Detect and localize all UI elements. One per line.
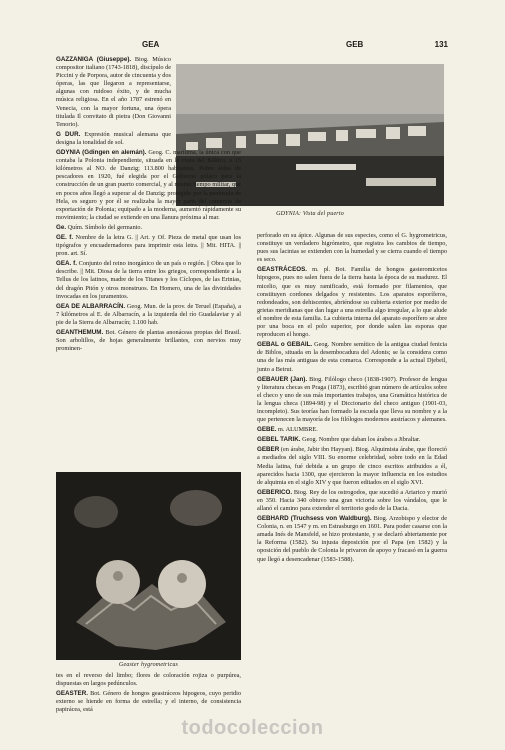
entry-headword: GEBHARD (Truchsess von Waldburg).: [257, 515, 372, 523]
entry-ge-quim: [56, 224, 241, 232]
entry-headword: GEBEL TARIK.: [257, 436, 301, 444]
watermark: [0, 716, 505, 740]
entry-text: Biog. Arzobispo y elector de Colonia, n. en 1547 y m. en Estrasburgo en 1601. Para poder casarse con la amada Inés de Mansfeld, se hizo protestante, y se declaró abiertamente por la Reforma (1582). Su injusta deposición por el Papa (en 1582) y la oposición del pueblo de Colonia le privaron de apoyo y fracasó en la guerra que llegó a desencadenar (1583-1588).: [257, 515, 448, 563]
entry-text: Quím. Símbolo del germanio.: [67, 223, 143, 231]
entry-gdynia: [56, 149, 241, 222]
geaster-photo: [56, 472, 241, 660]
entry-headword: GEBAUER (Jan).: [257, 375, 308, 383]
entry-geberico: [257, 489, 447, 513]
entry-headword: GEASTER.: [56, 690, 88, 698]
left-column: [56, 56, 241, 355]
entry-gazzaniga: [56, 56, 171, 129]
entry-headword: GEBER: [257, 446, 280, 454]
entry-text: Geog. Mun. de la prov. de Teruel (España), a 7 kilómetros al E. de Albarracín, a la izquierda del río Guadalaviar y al pie de la Sierra de Albarracín; 1.100 hab.: [56, 302, 242, 326]
entry-text: Nombre de la letra G. || Art. y Of. Pieza de metal que usan los tipógrafos y encuadernadores para imprimir esta letra. || Mit. HITA. || pron. art. Sí.: [56, 233, 241, 258]
entry-text: Bot. Género de plantas anonáceas propias del Brasil. Son arbolillos, de hojas generalmente brillantes, con nervios muy prominen-: [56, 329, 241, 353]
entry-headword: G DUR.: [56, 130, 81, 138]
entry-geanthemum-continued: [56, 672, 241, 688]
header-center: GEB: [346, 40, 364, 49]
entry-text: (en árabe, Jabir ibn Hayyan). Biog. Alquimista árabe, que floreció a mediados del siglo VIII. Su enorme celebridad, sobre todo en la Edad Media latina, fué debida a un grupo de cinco escritos atribuidos a él, aparecidos hacia 1300, que ejercieron la mayor influencia en los estudios de alquimia en el siglo XIV y que fueron editados en el siglo XVI.: [257, 446, 447, 486]
entry-gebauer: [257, 376, 447, 425]
entry-headword: GEA DE ALBARRACÍN.: [56, 302, 126, 310]
entry-headword: GEANTHEMUM.: [56, 329, 104, 336]
page-number: 131: [434, 40, 448, 49]
entry-gebel-tarik: [257, 436, 447, 444]
entry-text: tes en el reverso del limbo; flores de coloración rojiza o purpúrea, dispuestas en largos pedúnculos.: [56, 672, 241, 688]
entry-headword: GEBE.: [257, 426, 277, 434]
entry-geaster-continued: [257, 232, 447, 264]
entry-geber: [257, 446, 447, 486]
entry-gea-albarracin: [56, 303, 241, 327]
entry-text: perforado en su ápice. Algunas de sus especies, como el G. hygrometricus, constituye un verdadero higrómetro, que registra los cambios de tiempo, pues sus lacinias se extienden con la humedad y se cierra cuando el tiempo es seco.: [257, 232, 447, 264]
entry-headword: GE. f.: [56, 233, 74, 241]
entry-text: Conjunto del reino inorgánico de un país o región. || Obra que lo describe. || Mit. Diosa de la tierra entre los griegos, correspondiente a la Tellus de los latinos, madre de los Titanes y los Cíclopes, de las Erinias, del dragón Pitón y otros monstruos. En Homero, una de las divinidades invocadas en los juramentos.: [56, 260, 241, 300]
entry-gebe: [257, 426, 447, 434]
entry-g-dur: [56, 131, 171, 147]
entry-gebal: [257, 341, 447, 373]
entry-geanthemum: [56, 329, 241, 353]
left-column-bottom: [56, 672, 241, 716]
entry-headword: GEASTRÁCEOS.: [257, 266, 308, 274]
entry-geaster: [56, 690, 241, 714]
page-header: [56, 40, 448, 52]
entry-text: m. pl. Bot. Familia de hongos gasteromicetos hipogeos, pues no salen fuera de la tierra hasta la época de su madurez. El micelio, que es muy ramificado, está formado por filamentos, que constituyen cordones delgados y resistentes. Los aparatos esporíferos, redondeados, son dehiscentes, abriéndose su cubierta exterior por medio de grietas meridianas que dan lugar a una estrella algo irregular, a lo que alude el nombre de esta familia. La cubierta interna del aparato esporífero se abre por una boca en el polo superior, por donde salen las esporas que reproducen el hongo.: [257, 266, 448, 339]
geaster-caption: Geaster hygrometricus: [118, 662, 179, 668]
entry-headword: GEA. f.: [56, 260, 77, 268]
entry-headword: GEBAL o GEBAIL.: [257, 341, 313, 349]
right-column: [257, 232, 447, 566]
entry-text: Biog. Músico compositor italiano (1743-1818), discípulo de Piccini y de Porpora, autor de cincuenta y dos óperas, las que llegaron a representarse, algunas con ruidoso éxito, y de mucha música religiosa. En el año 1787 estrenó en Venecia, con la mayor fortuna, una ópera titulada Il convitato di pietra (Don Giovanni Tenorio).: [56, 56, 171, 128]
entry-gea: [56, 260, 241, 300]
port-caption: GDYNIA: Vista del puerto: [276, 211, 344, 217]
entry-text: Bot. Género de hongos geastráceos hipogeos, cuyo peridio externo se hiende en forma de estrella; y el interno, de consistencia papirácea, está: [56, 690, 242, 714]
entry-text: Expresión musical alemana que designa la tonalidad de sol.: [56, 130, 172, 146]
entry-text: m. ALUMBRE.: [278, 426, 318, 434]
entry-headword: GAZZANIGA (Giuseppe).: [56, 56, 132, 63]
watermark-text: todocoleccion: [181, 716, 324, 739]
entry-text: Biog. Rey de los ostrogodos, que sucedió a Ariarico y murió en 350. Hacia 340 obtuvo una gran victoria sobre los vándalos, que le allanó el camino para extender el territorio godo de la Dacia.: [257, 488, 447, 512]
entry-headword: GEBERICO.: [257, 488, 293, 496]
entry-ge-letra: [56, 234, 241, 258]
entry-text: Geog. Nombre que daban los árabes a Jibraltar.: [302, 436, 421, 444]
entry-text: Biog. Filólogo checo (1838-1907). Profesor de lengua y literatura checas en Praga (1873), escribió gran número de artículos sobre el checo y uno de sus más importantes trabajos, una Gramática histórica de la lengua checa (1894-98) y el Diccionario del checo antiguo (1901-03, incompleto). Sus teorías han formado la escuela que lleva su nombre y a la que pertenecen la mayoría de los filólogos modernos austríacos y alemanes.: [257, 375, 447, 424]
entry-text: Geog. C. marítima, la única con que contaba la Polonia independiente, situada en la costa del Báltico, a 15 kilómetros al NO. de Danzig; 113.800 habitantes. Pobre aldea de pescadores en 1920, fué elegida por el Gobierno polaco para la construcción de un gran puerto comercial, y al mismo tiempo militar, que en pocos años llegó a superar al de Danzig; protegido por la península de Hela, es seguro y por él se realizaba la mayor parte del comercio de exportación de Polonia; equipado a la moderna, aumentó rápidamente su movimiento; la ciudad se extiende en una llanura próxima al mar.: [56, 149, 241, 221]
entry-headword: Ge.: [56, 223, 67, 231]
entry-gebhard: [257, 515, 447, 564]
geaster-photo-image: [56, 472, 241, 660]
entry-text: Geog. Nombre semítico de la antigua ciudad fenicia de Biblos, situada en la desembocadura del Adonis; se la considera como una de las más antiguas de esta comarca. Corresponde a la actual Djebeil, junto a Beirut.: [257, 341, 448, 373]
entry-geastraceos: [257, 266, 447, 339]
header-left: GEA: [142, 40, 160, 49]
entry-headword: GDYNIA (Gdingen en alemán).: [56, 149, 147, 157]
